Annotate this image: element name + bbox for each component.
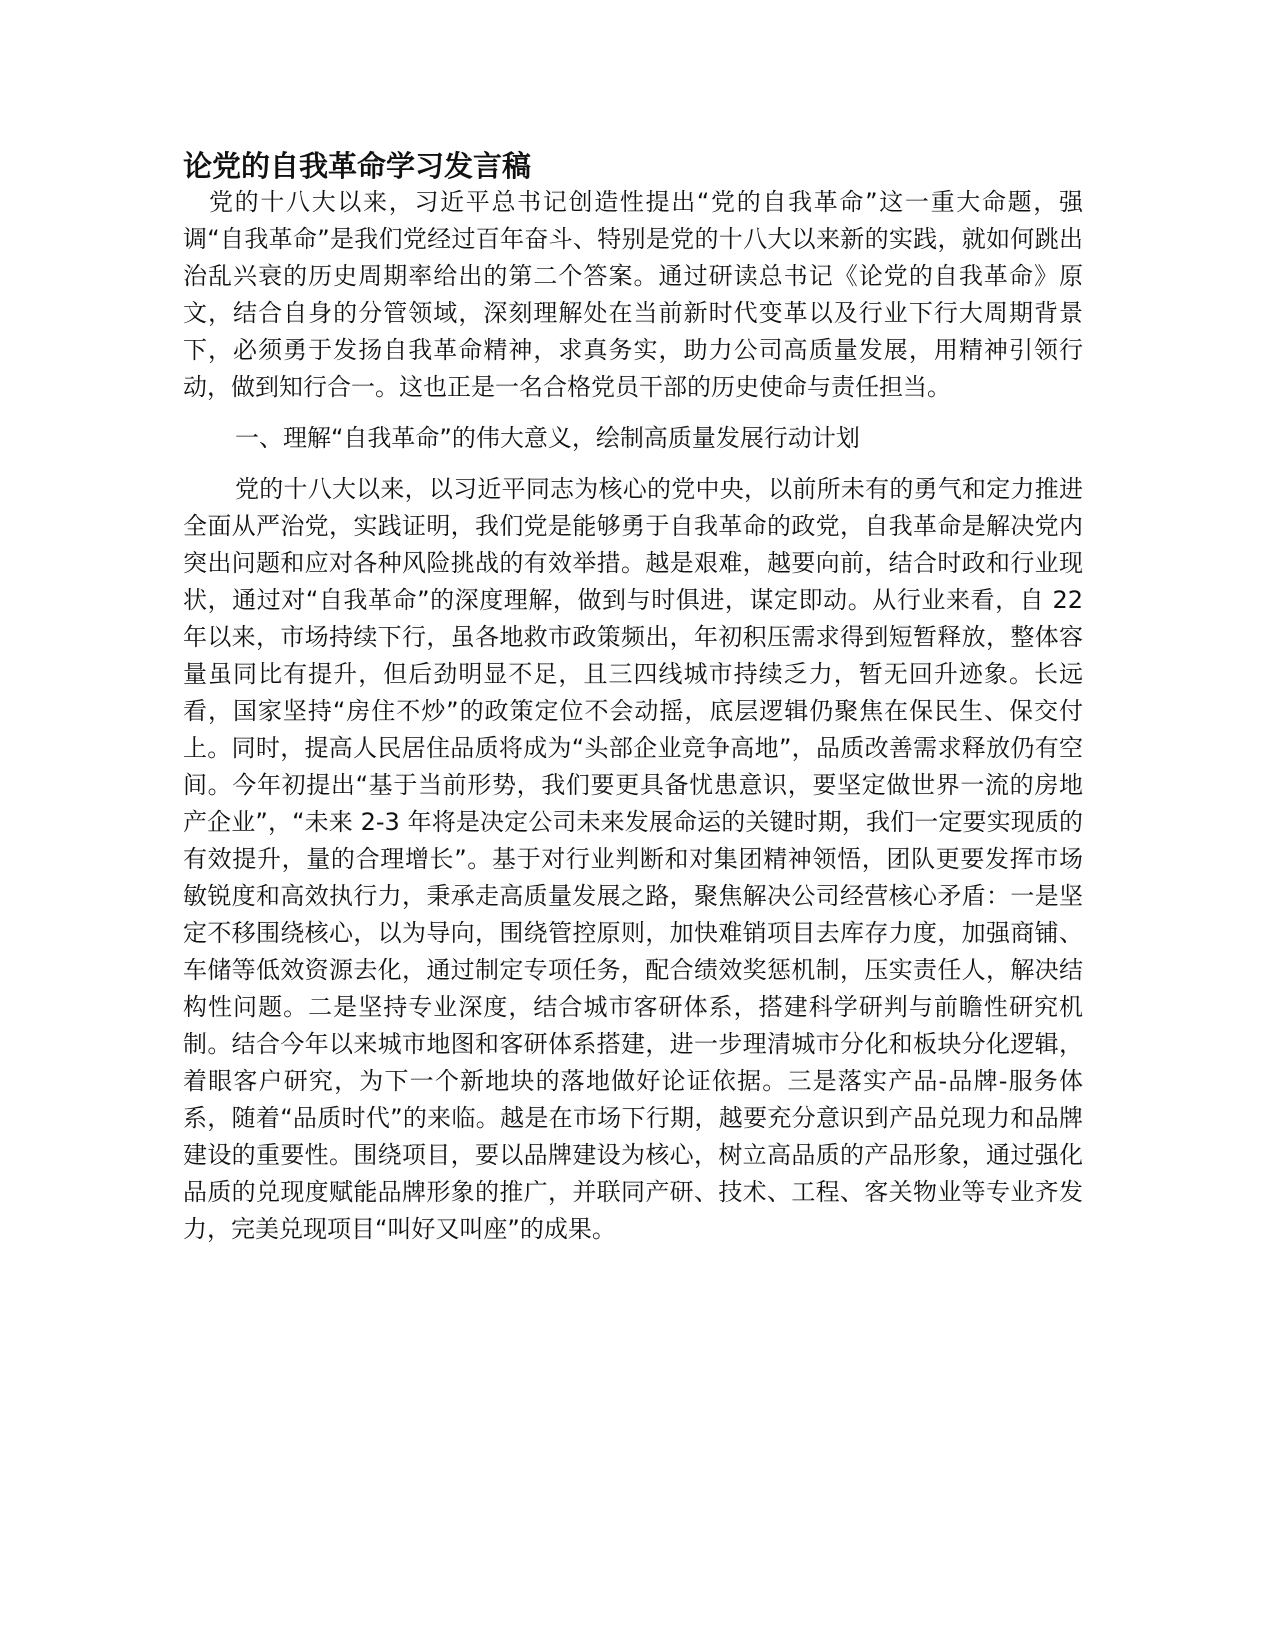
body-paragraph: 党的十八大以来，以习近平同志为核心的党中央，以前所未有的勇气和定力推进全面从严治党，实践证明，我们党是能够勇于自我革命的政党，自我革命是解决党内突出问题和应对各种风险挑战的有效举措。越是艰难，越要向前，结合时政和行业现状，通过对“自我革命”的深度理解，做到与时俱进，谋定即动。从行业来看，自 22 年以来，市场持续下行，虽各地救市政策频出，年初积压需求得到短暂释放，整体容量虽同比有提升，但后劲明显不足，且三四线城市持续乏力，暂无回升迹象。长远看，国家坚持“房住不炒”的政策定位不会动摇，底层逻辑仍聚焦在保民生、保交付上。同时，提高人民居住品质将成为“头部企业竞争高地”，品质改善需求释放仍有空间。今年初提出“基于当前形势，我们要更具备忧患意识，要坚定做世界一流的房地产企业”，“未来 2-3 年将是决定公司未来发展命运的关键时期，我们一定要实现质的有效提升，量的合理增长”。基于对行业判断和对集团精神领悟，团队更要发挥市场敏锐度和高效执行力，秉承走高质量发展之路，聚焦解决公司经营核心矛盾：一是坚定不移围绕核心，以为导向，围绕管控原则，加快难销项目去库存力度，加强商铺、车储等低效资源去化，通过制定专项任务，配合绩效奖惩机制，压实责任人，解决结构性问题。二是坚持专业深度，结合城市客研体系，搭建科学研判与前瞻性研究机制。结合今年以来城市地图和客研体系搭建，进一步理清城市分化和板块分化逻辑，着眼客户研究，为下一个新地块的落地做好论证依据。三是落实产品-品牌-服务体系，随着“品质时代”的来临。越是在市场下行期，越要充分意识到产品兑现力和品牌建设的重要性。围绕项目，要以品牌建设为核心，树立高品质的产品形象，通过强化品质的兑现度赋能品牌形象的推广，并联同产研、技术、工程、客关物业等专业齐发力，完美兑现项目“叫好又叫座”的成果。	[183, 475, 1083, 1243]
intro-paragraph: 党的十八大以来，习近平总书记创造性提出“党的自我革命”这一重大命题，强调“自我革命”是我们党经过百年奋斗、特别是党的十八大以来新的实践，就如何跳出治乱兴衰的历史周期率给出的第二个答案。通过研读总书记《论党的自我革命》原文，结合自身的分管领域，深刻理解处在当前新时代变革以及行业下行大周期背景下，必须勇于发扬自我革命精神，求真务实，助力公司高质量发展，用精神引领行动，做到知行合一。这也正是一名合格党员干部的历史使命与责任担当。	[183, 188, 1083, 401]
document-title: 论党的自我革命学习发言稿	[183, 149, 532, 183]
section-heading: 一、理解“自我革命”的伟大意义，绘制高质量发展行动计划	[235, 424, 860, 452]
document-page	[183, 148, 1083, 1248]
